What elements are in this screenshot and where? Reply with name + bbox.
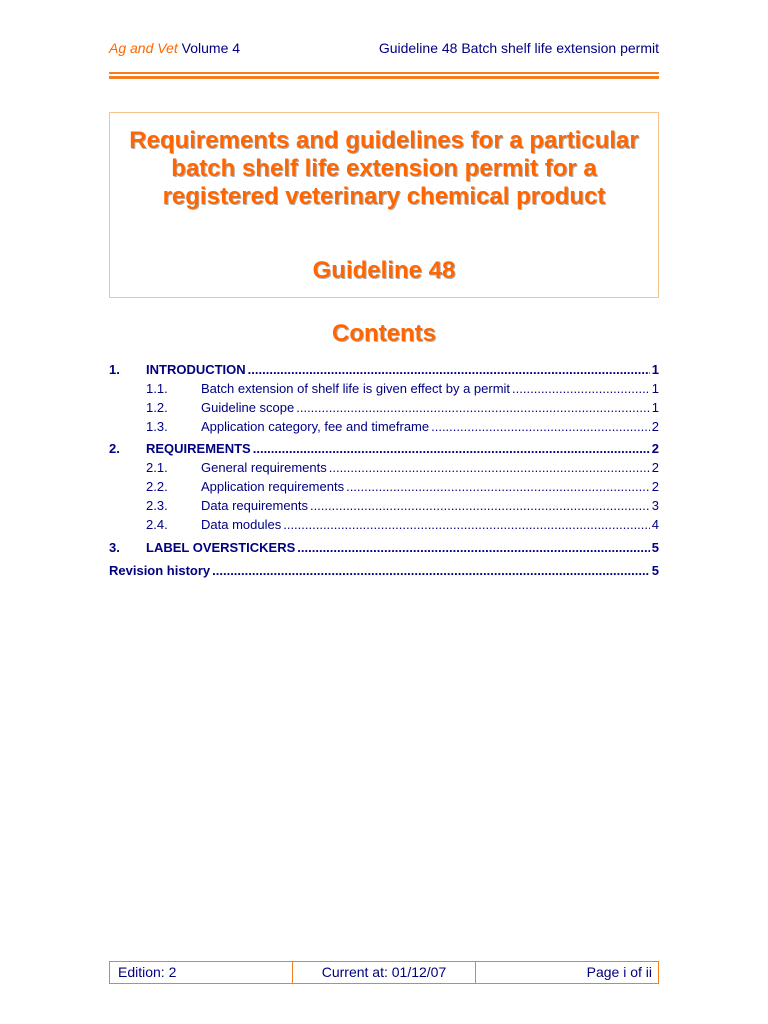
- toc-entry-title: Data requirements: [201, 498, 308, 513]
- toc-leader-dots: [310, 497, 650, 515]
- toc-entry-number: 1.: [109, 362, 120, 377]
- header-rule-thick: [109, 76, 659, 79]
- toc-entry[interactable]: [109, 418, 659, 436]
- toc-leader-dots: [512, 380, 650, 398]
- toc-leader-dots: [346, 478, 650, 496]
- toc-entry[interactable]: [109, 459, 659, 477]
- toc-entry[interactable]: [109, 399, 659, 417]
- toc-entry-page: 2: [651, 419, 659, 434]
- toc-leader-dots: [297, 539, 649, 557]
- toc-entry-number: 1.1.: [146, 381, 168, 396]
- toc-entry-title: Batch extension of shelf life is given effect by a permit: [201, 381, 511, 396]
- toc-leader-dots: [283, 516, 650, 534]
- toc-entry-page: 3: [651, 498, 659, 513]
- toc-leader-dots: [431, 418, 650, 436]
- toc-entry-number: 2.3.: [146, 498, 168, 513]
- toc-entry-title: INTRODUCTION: [146, 362, 246, 377]
- toc-entry-title: Data modules: [201, 517, 282, 532]
- toc-entry[interactable]: [109, 516, 659, 534]
- footer-page-number: Page i of ii: [586, 964, 652, 980]
- footer-edition: Edition: 2: [110, 962, 293, 983]
- toc-entry-page: 1: [651, 381, 659, 396]
- toc-leader-dots: [296, 399, 650, 417]
- page-footer: [109, 961, 659, 984]
- toc-entry-title: General requirements: [201, 460, 327, 475]
- toc-entry-page: 2: [651, 441, 659, 456]
- document-title: Requirements and guidelines for a particular batch shelf life extension permit for a registered veterinary chemical product: [129, 127, 639, 210]
- toc-entry-number: 1.2.: [146, 400, 168, 415]
- toc-entry-title: Revision history: [109, 563, 211, 578]
- toc-leader-dots: [253, 440, 650, 458]
- header-rule-thin: [109, 72, 659, 74]
- header-document-title: Guideline 48 Batch shelf life extension permit: [378, 40, 659, 56]
- toc-entry-page: 1: [651, 400, 659, 415]
- toc-leader-dots: [212, 562, 650, 580]
- toc-entry[interactable]: [109, 478, 659, 496]
- footer-current-at: Current at: 01/12/07: [293, 962, 476, 983]
- toc-entry-number: 2.1.: [146, 460, 168, 475]
- toc-entry-number: 1.3.: [146, 419, 168, 434]
- toc-entry-number: 2.2.: [146, 479, 168, 494]
- toc-entry-title: REQUIREMENTS: [146, 441, 251, 456]
- header-volume: Volume 4: [177, 40, 241, 56]
- toc-entry[interactable]: [109, 497, 659, 515]
- toc-entry-number: 2.: [109, 441, 120, 456]
- guideline-number: Guideline 48: [312, 257, 456, 284]
- toc-entry-page: 1: [651, 362, 659, 377]
- toc-leader-dots: [248, 361, 650, 379]
- header-left: [109, 38, 240, 58]
- toc-entry[interactable]: [109, 440, 659, 458]
- contents-heading: Contents: [332, 320, 436, 347]
- title-box: [109, 112, 659, 298]
- toc-entry[interactable]: [109, 361, 659, 379]
- header-brand: Ag and Vet: [109, 40, 178, 56]
- toc-entry-title: LABEL OVERSTICKERS: [146, 540, 296, 555]
- toc-entry[interactable]: [109, 562, 659, 580]
- toc-entry-title: Guideline scope: [201, 400, 295, 415]
- toc-entry-number: 2.4.: [146, 517, 168, 532]
- toc-entry-page: 2: [651, 479, 659, 494]
- toc-leader-dots: [329, 459, 650, 477]
- toc-entry[interactable]: [109, 539, 659, 557]
- page-header: [109, 38, 659, 58]
- toc-entry-number: 3.: [109, 540, 120, 555]
- toc-entry-page: 5: [651, 563, 659, 578]
- toc-entry-page: 2: [651, 460, 659, 475]
- toc-entry-title: Application requirements: [201, 479, 345, 494]
- toc-entry-page: 5: [651, 540, 659, 555]
- toc-entry-title: Application category, fee and timeframe: [201, 419, 430, 434]
- toc-entry[interactable]: [109, 380, 659, 398]
- toc-entry-page: 4: [651, 517, 659, 532]
